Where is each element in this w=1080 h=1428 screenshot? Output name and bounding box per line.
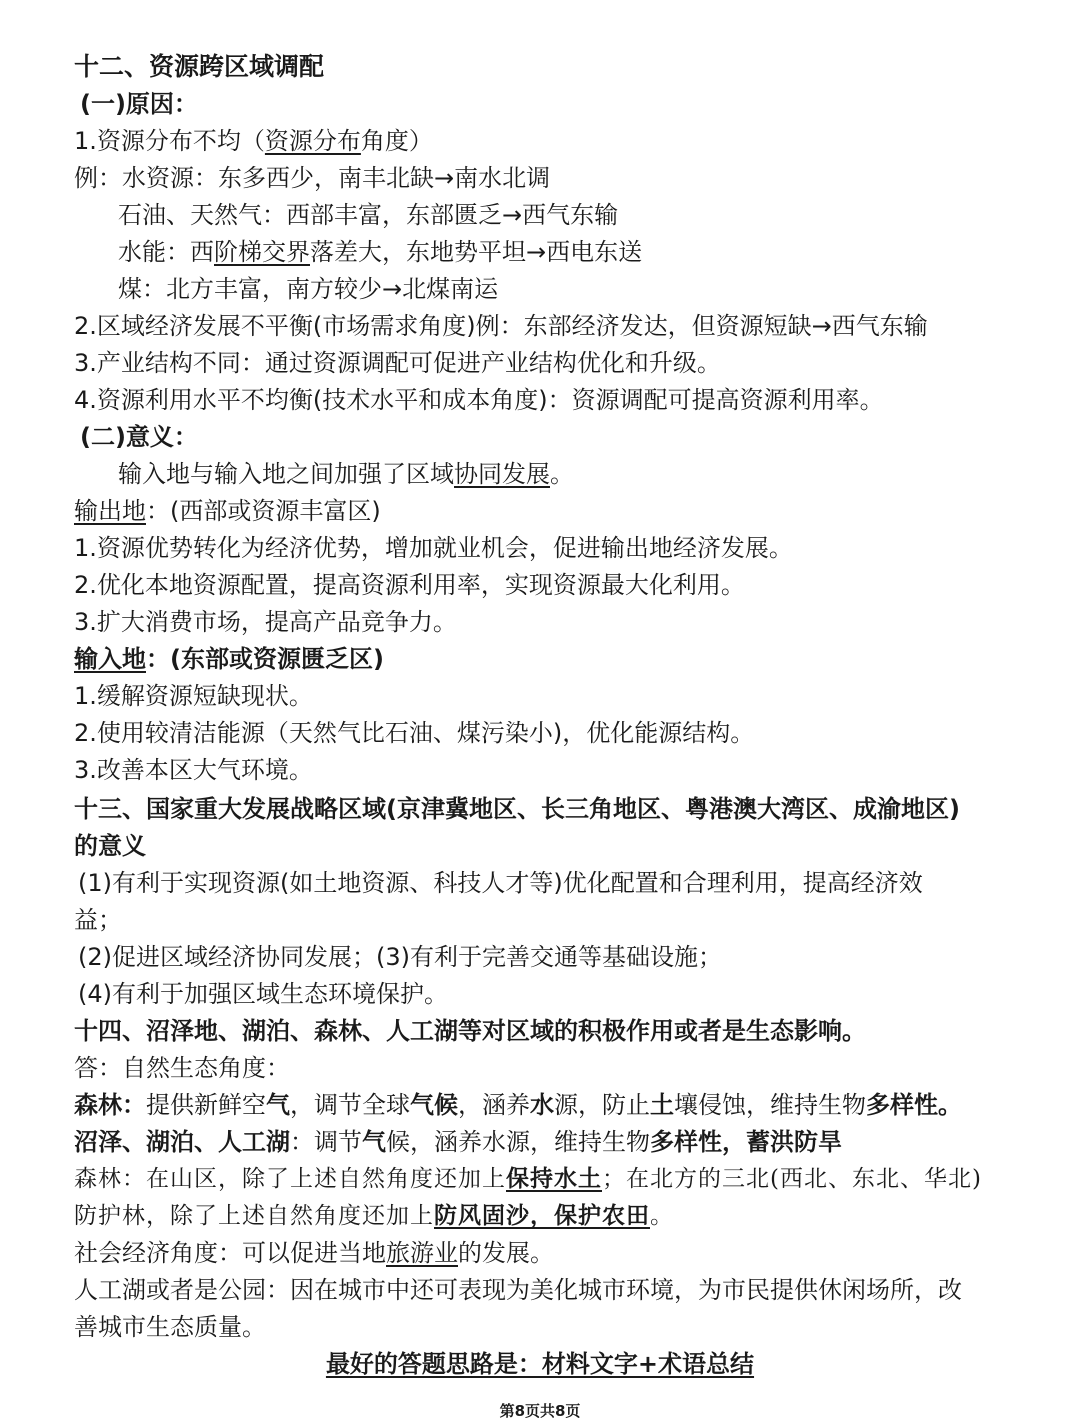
example-gas: 石油、天然气：西部丰富，东部匮乏→西气东输 — [118, 201, 619, 229]
input-label: 输入地 — [74, 645, 146, 673]
page-footer: 第8页共8页 — [499, 1402, 581, 1420]
reason-2: 2.区域经济发展不平衡(市场需求角度)例：东部经济发达，但资源短缺→西气东输 — [74, 312, 928, 340]
forest-mountain-line — [74, 1162, 1040, 1196]
forest-mountain-text: 森林：在山区，除了上述自然角度还加上 — [74, 1166, 506, 1192]
wetland-key-climate: 气 — [362, 1128, 386, 1156]
example-hydro-underline: 阶梯交界 — [214, 238, 310, 266]
output-2: 2.优化本地资源配置，提高资源利用率，实现资源最大化利用。 — [74, 571, 745, 599]
section-13-title: 十三、国家重大发展战略区域(京津冀地区、长三角地区、粤港澳大湾区、成渝地区) — [74, 795, 960, 823]
shelterbelt-text: 防护林，除了上述自然角度还加上 — [74, 1203, 434, 1229]
example-water: 例：水资源：东多西少，南丰北缺→南水北调 — [74, 164, 551, 192]
input-3: 3.改善本区大气环境。 — [74, 756, 313, 784]
meaning-1 — [118, 457, 1040, 491]
meaning-1-underline: 协同发展 — [454, 460, 550, 488]
section-14-title: 十四、沼泽地、湖泊、森林、人工湖等对区域的积极作用或者是生态影响。 — [74, 1017, 866, 1045]
point-4: (4)有利于加强区域生态环境保护。 — [78, 980, 448, 1008]
wetland-text-1: ：调节 — [290, 1128, 362, 1156]
forest-mountain-text-2: ；在北方的三北(西北、东北、华北) — [602, 1166, 982, 1192]
reason-1-underline: 资源分布 — [264, 127, 361, 155]
reason-4: 4.资源利用水平不均衡(技术水平和成本角度)：资源调配可提高资源利用率。 — [74, 386, 884, 414]
meaning-1-text: 输入地与输入地之间加强了区域 — [118, 460, 454, 488]
point-1: (1)有利于实现资源(如土地资源、科技人才等)优化配置和合理利用，提高经济效 — [78, 869, 923, 897]
output-3: 3.扩大消费市场，提高产品竞争力。 — [74, 608, 457, 636]
meaning-heading: (二)意义： — [80, 423, 198, 451]
wetland-text-2: 候，涵养水源，维持生物 — [386, 1128, 650, 1156]
point-1-cont: 益； — [74, 906, 122, 934]
lake-park-line-cont: 善城市生态质量。 — [74, 1313, 266, 1341]
example-hydro-end: 落差大，东地势平坦→西电东送 — [310, 238, 643, 266]
shelterbelt-end: 。 — [650, 1203, 674, 1229]
shelterbelt-key: 防风固沙，保护农田 — [434, 1202, 650, 1229]
point-2-3: (2)促进区域经济协同发展；(3)有利于完善交通等基础设施； — [78, 943, 722, 971]
answer-intro: 答：自然生态角度： — [74, 1054, 290, 1082]
output-heading — [74, 494, 1040, 528]
input-desc: ：(东部或资源匮乏区) — [146, 645, 384, 673]
example-hydro — [118, 235, 1040, 269]
output-desc: ：(西部或资源丰富区) — [146, 497, 381, 525]
forest-text-1: 提供新鲜空 — [146, 1091, 266, 1119]
wetland-label: 沼泽、湖泊、人工湖 — [74, 1128, 290, 1156]
example-hydro-text: 水能：西 — [118, 238, 214, 266]
wetland-line — [74, 1125, 1040, 1159]
input-2: 2.使用较清洁能源（天然气比石油、煤污染小)，优化能源结构。 — [74, 719, 755, 747]
meaning-1-end: 。 — [550, 460, 574, 488]
reason-1-text: 1.资源分布不均（ — [74, 127, 265, 155]
answer-tip-text: 最好的答题思路是：材料文字+术语总结 — [325, 1350, 755, 1378]
socio-economic-line — [74, 1236, 1040, 1270]
input-1: 1.缓解资源短缺现状。 — [74, 682, 313, 710]
forest-mountain-key: 保持水土 — [506, 1165, 602, 1192]
reason-1-end: 角度） — [360, 127, 433, 155]
wetland-key-flood: 多样性，蓄洪防旱 — [650, 1128, 842, 1156]
example-coal: 煤：北方丰富，南方较少→北煤南运 — [118, 275, 499, 303]
forest-key-diversity: 多样性。 — [866, 1091, 962, 1119]
forest-text-3: ，涵养 — [458, 1091, 530, 1119]
forest-text-4: 源，防止 — [554, 1091, 650, 1119]
forest-text-5: 壤侵蚀，维持生物 — [674, 1091, 866, 1119]
forest-line — [74, 1088, 1040, 1122]
forest-key-water: 水 — [530, 1091, 554, 1119]
forest-label: 森林： — [74, 1091, 146, 1119]
forest-key-climate: 气候 — [410, 1091, 458, 1119]
socio-end: 的发展。 — [458, 1239, 554, 1267]
reason-3: 3.产业结构不同：通过资源调配可促进产业结构优化和升级。 — [74, 349, 721, 377]
forest-key-soil: 土 — [650, 1091, 674, 1119]
answer-tip — [0, 1347, 1080, 1381]
reasons-heading: (一)原因： — [80, 90, 198, 118]
output-label: 输出地 — [74, 497, 146, 525]
lake-park-line: 人工湖或者是公园：因在城市中还可表现为美化城市环境，为市民提供休闲场所，改 — [74, 1276, 962, 1304]
input-heading — [74, 642, 1040, 676]
shelterbelt-line — [74, 1199, 1040, 1233]
reason-1 — [74, 124, 1040, 158]
forest-text-2: ，调节全球 — [290, 1091, 410, 1119]
socio-key-tourism: 旅游业 — [386, 1239, 458, 1267]
socio-text: 社会经济角度：可以促进当地 — [74, 1239, 386, 1267]
forest-key-air: 气 — [266, 1091, 290, 1119]
output-1: 1.资源优势转化为经济优势，增加就业机会，促进输出地经济发展。 — [74, 534, 793, 562]
section-12-title: 十二、资源跨区域调配 — [74, 52, 325, 81]
section-13-title-cont: 的意义 — [74, 832, 146, 860]
